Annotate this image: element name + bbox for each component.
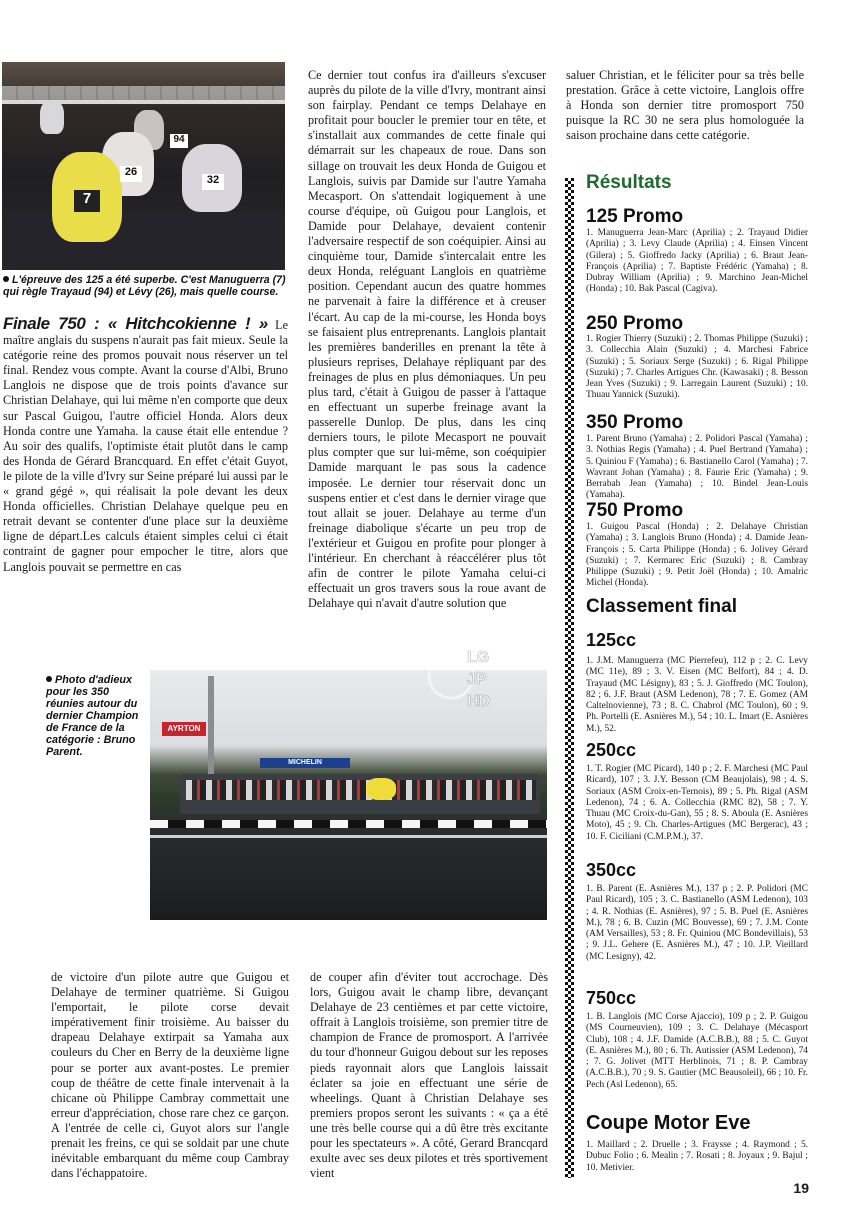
page-number: 19 xyxy=(793,1180,809,1196)
caption-125: L'épreuve des 125 a été superbe. C'est Manuguerra (7) qui règle Trayaud (94) et Lévy (26), mais quelle course. xyxy=(3,274,286,298)
promo-125-title: 125 Promo xyxy=(586,206,684,227)
article-column-2: Ce dernier tout confus ira d'ailleurs s'excuser auprès du pilote de la ville d'Ivry, montrant ainsi son fairplay. Pendant ce temps Delahaye en profitait pour boucler le premier tour en tête, et s'installait aux commandes de cette finale qui démarrait sur les chapeaux de roue. Dans son sillage on trouvait les deux Honda de Guigou et Langlois, suivis par Damide sur l'autre Yamaha Mecasport. On s'attendait logiquement à une course d'équipe, où Guigou pour Langlois, et Damide pour Delahaye, devaient contenir l'adversaire respectif de son coéquipier. Ainsi au cinquième tour, Damide s'intercalait entre les deux Honda, reléguant Langlois en quatrième position. Cependant aucun des quatre hommes ne parvenait à faire la différence et à creuser l'écart. Au cap de la mi-course, les Honda boys se faisaient plus entreprenants. Langlois plantait les premières banderilles en prenant la tête à plusieurs reprises, Delahaye répliquant par des freinages de plus en plus démoniaques. Un peu plus tard, c'était à Guigou de passer à l'attaque en effectuant un superbe freinage avant la passerelle Dunlop. De plus, dans les cinq derniers tours, le pilote Mecasport ne pouvait plus compter que sur lui-même, son coéquipier Damide marquant le pas sous la cadence imposée. Le dernier tour réservait donc un suspens entier et c'est dans le dernier virage que tout allait se jouer. Delahaye au terme d'un freinage diabolique s'écarte un peu trop de l'extérieur et Guigou en profite pour plonger à l'intérieur. En cherchant à réaccélérer plus tôt afin de contrer le pilote Yamaha celui-ci effectuait un gros travers sous la roue avant de Delahaye qui n'avait d'autre solution que xyxy=(308,68,546,611)
photo-125-race xyxy=(2,62,285,270)
article-column-2-bottom: de couper afin d'éviter tout accrochage. Dès lors, Guigou avait le champ libre, devançant Delahaye de 23 centièmes et par cette victoire, offrait à Langlois troisième, son premier titre de champion de France de promosport. A l'arrivée du tour d'honneur Guigou debout sur les reposes pieds rayonnait alors que Langlois laissait éclater sa joie en effectuant une série de wheelings. Quant à Christian Delahaye ses premiers propos seront les suivants : « ça a été une très belle course qui a dû être très excitante pour les spectateurs ». A côté, Gerard Brancqard exulte avec ses deux pilotes et très sportivement vient xyxy=(310,970,548,1181)
article-column-3: saluer Christian, et le féliciter pour sa très belle prestation. Grâce à cette victoire, Langlois offre à Honda son dernier titre promosport 750 puisque la RC 30 ne sera plus homologuée la saison prochaine dans cette catégorie. xyxy=(566,68,804,143)
coupe-results: 1. Maillard ; 2. Druelle ; 3. Fraysse ; 4. Raymond ; 5. Dubuc Folio ; 6. Mealin ; 7. Rosati ; 8. Joyaux ; 9. Bajul ; 10. Metivier. xyxy=(586,1140,808,1173)
classement-750-title: 750cc xyxy=(586,988,637,1008)
classement-250-results: 1. T. Rogier (MC Picard), 140 p ; 2. F. Marchesi (MC Paul Ricard), 107 ; 3. J.Y. Besson (CM Beaujolais), 98 ; 4. S. Soriaux (ASM Croix-en-Ternois), 89 ; 5. Ph. Rigal (ASM Ledenon), 74 ; 6. A. Collecchia (RMC 82), 58 ; 7. Y. Thuau (MC Croix-du-Gan), 55 ; 8. S. Aboula (E. Asnières Moto), 45 ; 9. Ch. Charles-Artigues (MC Bergerac), 43 ; 10. F. Ciciliani (C.M.P.M.), 37. xyxy=(586,764,808,842)
promo-125-results: 1. Manuguerra Jean-Marc (Aprilia) ; 2. Trayaud Didier (Aprilia) ; 3. Levy Claude (Aprilia) ; 4. Einsen Vincent (Gilera) ; 5. Gioffredo Jacky (Aprilia) ; 6. Braut Jean-François (Aprilia) ; 7. Baptiste Frédéric (Yamaha) ; 8. Dubray William (Aprilia) ; 9. Marchino Jean-Michel (Honda) ; 10. Bak Pascal (Cagiva). xyxy=(586,228,808,295)
classement-250-title: 250cc xyxy=(586,740,637,760)
bike-number-94: 94 xyxy=(170,134,188,148)
article-column-1-bottom: de victoire d'un pilote autre que Guigou et Delahaye de terminer quatrième. Si Guigou l'emportait, le pilote corse devait impérativement finir troisième. Au baisser du drapeau Delahaye extirpait sa Yamaha aux couleurs du Cher en Berry de la deuxième ligne pour se porter aux avant-postes. Le premier coup de théâtre de cette finale intervenait à la chicane où Philippe Cambray commettait une erreur d'appréciation, chose rare chez ce garçon. A l'entrée de celle ci, Guyot alors sur l'angle prenait les freins, ce qui se soldait par une chute inévitable embarquant du même coup Cambray dans l'échappatoire. xyxy=(51,970,289,1181)
coupe-title: Coupe Motor Eve xyxy=(586,1112,751,1134)
promo-750-results: 1. Guigou Pascal (Honda) ; 2. Delahaye Christian (Yamaha) ; 3. Langlois Bruno (Honda) ; 4. Damide Jean-François ; 5. Carta Philippe (Honda) ; 6. Jolivey Gérard (Suzuki) ; 7. Kermarec Eric (Suzuki) ; 8. Cambray Philippe (Suzuki) ; 9. Petit Joël (Honda) ; 10. Amalric Michel (Honda). xyxy=(586,522,808,589)
watermark-logo xyxy=(427,640,515,720)
article-column-1: Finale 750 : « Hitchcokienne ! » Le maître anglais du suspens n'aurait pas fait mieux. Seule la catégorie reine des promos pouvait nous réserver un tel final. Rendez vous compte. Avant la course d'Albi, Bruno Langlois ne dispose que de trois points d'avance sur Christian Delahaye, qui lui même n'en comporte que deux sur Pascal Guigou, l'autre officiel Honda. Alors deux Honda contre une Yamaha. la cause était elle entendue ? Au soir des qualifs, l'optimiste était plutôt dans le camp des Honda de Gérard Brancquard. En effet c'était Guyot, le pilote de la ville d'Ivry sur Seine préparé lui aussi par le « grand gégé », qui réalisait la pole devant les deux Honda officielles. Christian Delahaye quelque peu en retrait devant se contenter d'une place sur la deuxième ligne de départ.Les calculs étaient simples celui ci était contraint de gagner pour empocher le titre, alors que Langlois pouvait se permettre en cas xyxy=(3,314,288,574)
classement-title: Classement final xyxy=(586,596,737,617)
promo-750-title: 750 Promo xyxy=(586,500,684,521)
classement-350-results: 1. B. Parent (E. Asnières M.), 137 p ; 2. P. Polidori (MC Paul Ricard), 105 ; 3. C. Bastianello (ASM Ledenon), 103 ; 4. R. Nothias (E. Asnières), 97 ; 5. B. Puel (E. Asnières M.), 78 ; 6. B. Cuzin (MC Bouvesse), 69 ; 7. J.M. Conte (AM Versailles), 53 ; 8. Fr. Quiniou (MC Bondevillais), 53 ; 9. J.L. Gehere (E. Asnières M.), 47 ; 10. J.P. Vieillard (MC Lesigny), 42. xyxy=(586,884,808,962)
bike-number-7: 7 xyxy=(74,190,100,212)
classement-125-results: 1. J.M. Manuguerra (MC Pierrefeu), 112 p ; 2. C. Levy (MC 11e), 89 ; 3. V. Eisen (MC Belfort), 84 ; 4. D. Trayaud (MC Lésigny), 83 ; 5. J. Gioffredo (MC Toulon), 82 ; 6. J.F. Braut (ASM Ledenon), 78 ; 7. E. Gomez (AM Caltelnovienne), 73 ; 8. C. Chabrol (MC Toulon), 60 ; 9. Ph. Portelli (E. Asnières M.), 54 ; 10. L. Imart (E. Asnières M.), 52. xyxy=(586,656,808,734)
promo-350-results: 1. Parent Bruno (Yamaha) ; 2. Polidori Pascal (Yamaha) ; 3. Nothias Regis (Yamaha) ; 4. Puel Bertrand (Yamaha) ; 5. Quiniou F (Yamaha) ; 6. Bastianello Carol (Yamaha) ; 7. Wavrant Johan (Yamaha) ; 8. Faurie Eric (Yamaha) ; 9. Berrabah Jean (Yamaha) ; 10. Bindel Jean-Louis (Yamaha). xyxy=(586,434,808,501)
svg-text:LG: LG xyxy=(467,649,490,666)
bike-number-32: 32 xyxy=(202,174,224,190)
svg-text:HD: HD xyxy=(467,693,491,710)
classement-350-title: 350cc xyxy=(586,860,637,880)
promo-250-title: 250 Promo xyxy=(586,313,684,334)
bike-number-26: 26 xyxy=(120,166,142,182)
caption-350: Photo d'adieux pour les 350 réunies autour du dernier Champion de France de la catégorie : Bruno Parent. xyxy=(46,674,139,758)
classement-750-results: 1. B. Langlois (MC Corse Ajaccio), 109 p ; 2. P. Guigou (MS Courneuvien), 109 ; 3. C. Delahaye (Mécasport Club), 108 ; 4. J.F. Damide (A.C.B.B.), 88 ; 5. C. Guyot (E. Asnières M.), 80 ; 6. Th. Autissier (ASM Ledenon), 74 ; 7. G. Jolivet (MTT Herblinois, 71 ; 8. P. Cambray (A.C.B.B.), 70 ; 9. S. Gautier (MC Beausoleil), 66 ; 10. Fr. Pech (Asl Ledenon), 65. xyxy=(586,1012,808,1090)
ayrton-banner: AYRTON xyxy=(162,722,206,736)
finale-750-heading: Finale 750 : « Hitchcokienne ! » xyxy=(3,314,268,333)
results-title: Résultats xyxy=(586,172,672,193)
checkered-flag-strip xyxy=(565,178,574,1178)
michelin-banner: MICHELIN xyxy=(260,758,350,768)
promo-250-results: 1. Rogier Thierry (Suzuki) ; 2. Thomas Philippe (Suzuki) ; 3. Collecchia Alain (Suzuki) ; 4. Marchesi Fabrice (Suzuki) ; 5. Soriaux Serge (Suzuki) ; 6. Rigal Philippe (Suzuki) ; 7. Charles Artigues Chr. (Kawasaki) ; 8. Besson Jean Yves (Suzuki) ; 9. Larregain Laurent (Suzuki) ; 10. Thuau Yannick (Suzuki). xyxy=(586,334,808,401)
classement-125-title: 125cc xyxy=(586,630,637,650)
svg-text:JP: JP xyxy=(467,671,487,688)
promo-350-title: 350 Promo xyxy=(586,412,684,433)
